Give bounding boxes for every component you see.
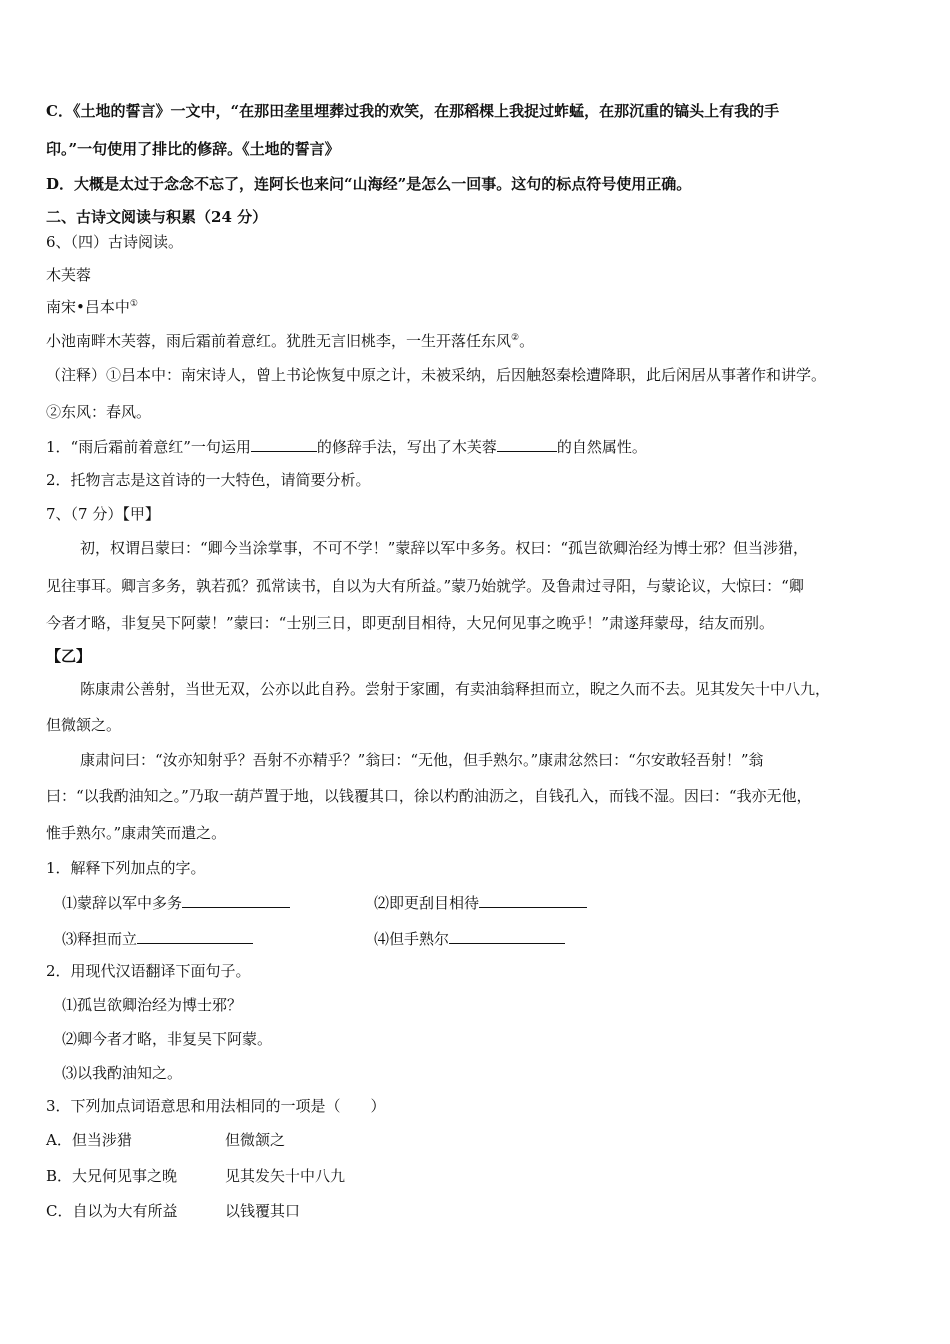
passage-yi-line1: 陈康肃公善射，当世无双，公亦以此自矜。尝射于家圃，有卖油翁释担而立，睨之久而不去。见其发矢十中八九， [80,680,831,698]
option-c-line2: 印。”一句使用了排比的修辞。《土地的誓言》 [46,140,340,158]
poem-author-text: 南宋•吕本中 [46,298,130,316]
question-6-1 [46,435,910,457]
poem-text-end: 。 [519,332,535,350]
passage-jia-line2: 见往事耳。卿言多务，孰若孤？孤常读书，自以为大有所益。”蒙乃始就学。及鲁肃过寻阳，与蒙论议，大惊曰：“卿 [46,577,804,595]
q6-1-blank-2[interactable] [497,435,557,452]
q6-1-text-c: 的自然属性。 [556,438,647,456]
option-d: D．大概是太过于念念不忘了，连阿长也来问“山海经”是怎么一回事。这句的标点符号使用正确。 [46,175,692,193]
question-6-title: 6、（四）古诗阅读。 [46,233,184,251]
q7-1-item-3-text: ⑶释担而立 [62,930,138,948]
passage-yi-label: 【乙】 [46,647,92,665]
q6-1-blank-1[interactable] [251,435,317,452]
section-2-heading: 二、古诗文阅读与积累（24 分） [46,208,268,226]
q7-1-item-4 [374,927,565,949]
q7-1-item-2 [374,891,587,913]
q7-2-item-3: ⑶以我酌油知之。 [62,1064,183,1082]
poem-note-1: （注释）①吕本中：南宋诗人，曾上书论恢复中原之计，未被采纳，后因触怒秦桧遭降职，此后闲居从事著作和讲学。 [46,366,827,384]
passage-yi-line2: 但微颔之。 [46,716,122,734]
question-7-2: 2．用现代汉语翻译下面句子。 [46,962,251,980]
passage-yi-line3: 康肃问曰：“汝亦知射乎？吾射不亦精乎？”翁曰：“无他，但手熟尔。”康肃忿然曰：“尔安敢轻吾射！”翁 [80,751,764,769]
q7-1-blank-4[interactable] [449,927,565,944]
poem-text [46,331,910,351]
poem-text-body: 小池南畔木芙蓉，雨后霜前着意红。犹胜无言旧桃李，一生开落任东风 [46,332,512,350]
passage-yi-line5: 惟手熟尔。”康肃笑而遣之。 [46,824,227,842]
poem-author [46,297,910,317]
q7-3-option-a-left: A．但当涉猎 [46,1131,132,1149]
q7-1-item-2-text: ⑵即更刮目相待 [374,894,480,912]
passage-jia-line3: 今者才略，非复吴下阿蒙！”蒙曰：“士别三日，即更刮目相待，大兄何见事之晚乎！”肃遂拜蒙母，结友而别。 [46,614,775,632]
q6-1-text-b: 的修辞手法，写出了木芙蓉 [316,438,497,456]
q7-2-item-1: ⑴孤岂欲卿治经为博士邪？ [62,996,243,1014]
q7-3-option-b-left: B．大兄何见事之晚 [46,1167,178,1185]
q7-1-blank-2[interactable] [479,891,587,908]
q7-1-blank-1[interactable] [182,891,290,908]
q7-3-option-c-left: C．自以为大有所益 [46,1202,178,1220]
question-7-1: 1．解释下列加点的字。 [46,859,206,877]
q7-1-item-1 [62,891,290,913]
q7-2-item-2: ⑵卿今者才略，非复吴下阿蒙。 [62,1030,273,1048]
question-7-title: 7、（7 分）【甲】 [46,505,160,523]
question-7-3: 3．下列加点词语意思和用法相同的一项是（ ） [46,1097,386,1115]
q7-1-item-1-text: ⑴蒙辞以军中多务 [62,894,183,912]
footnote-marker-2: ② [511,333,520,343]
q7-1-blank-3[interactable] [137,927,253,944]
passage-jia-line1: 初，权谓吕蒙曰：“卿今当涂掌事，不可不学！”蒙辞以军中多务。权曰：“孤岂欲卿治经为博士邪？但当涉猎， [80,539,809,557]
question-6-2: 2．托物言志是这首诗的一大特色，请简要分析。 [46,471,371,489]
poem-title: 木芙蓉 [46,266,92,284]
q7-3-option-b-right: 见其发矢十中八九 [225,1167,346,1185]
q7-3-option-a-right: 但微颔之 [225,1131,286,1149]
q7-1-item-4-text: ⑷但手熟尔 [374,930,450,948]
q7-3-option-c-right: 以钱覆其口 [225,1202,301,1220]
option-c-line1: C．《土地的誓言》一文中，“在那田垄里埋葬过我的欢笑，在那稻棵上我捉过蚱蜢，在那沉重的镐头上有我的手 [46,102,780,120]
passage-yi-line4: 曰：“以我酌油知之。”乃取一葫芦置于地，以钱覆其口，徐以杓酌油沥之，自钱孔入，而钱不湿。因曰：“我亦无他， [46,787,812,805]
q7-1-item-3 [62,927,253,949]
poem-note-2: ②东风：春风。 [46,403,152,421]
footnote-marker-1: ① [129,299,138,309]
q6-1-text-a: 1．“雨后霜前着意红”一句运用 [46,438,251,456]
